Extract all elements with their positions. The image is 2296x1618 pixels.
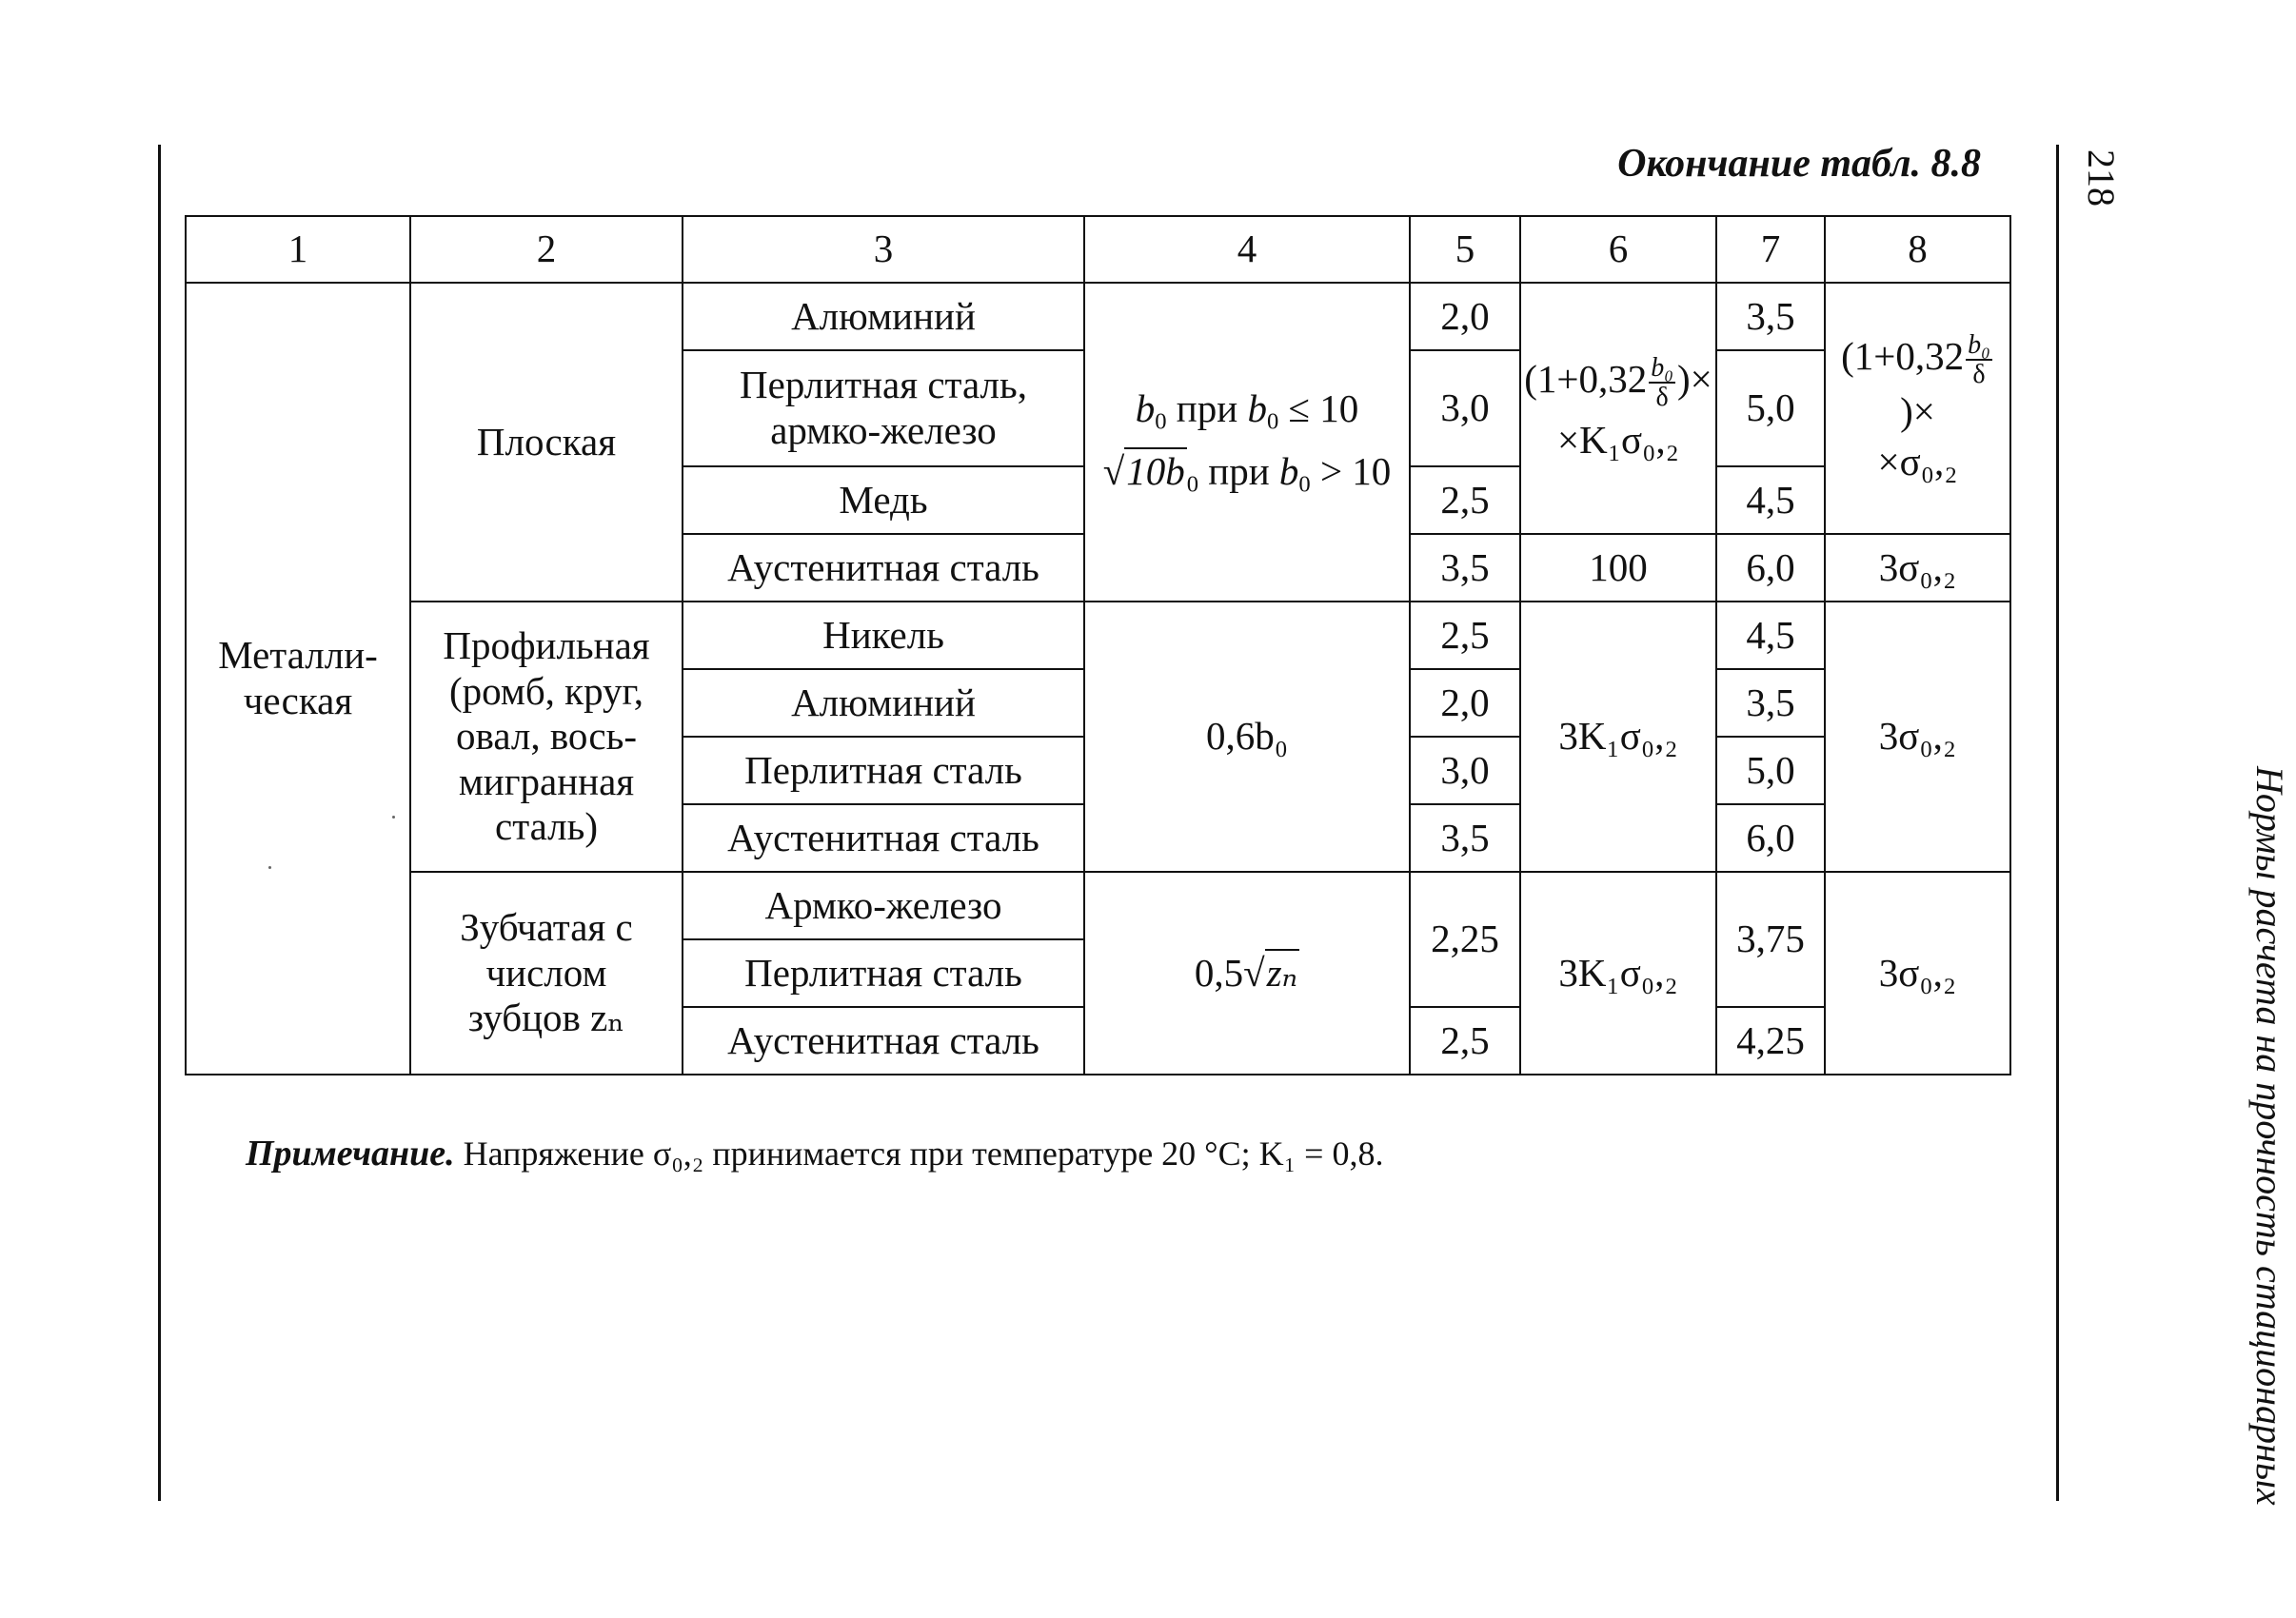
coef-cell: 3,75 [1716,872,1825,1007]
table-row [186,283,2010,350]
formula-cell-col8: (1+0,32 $\frac{\text{b₀}}{\delta}$ )× ×σ₀,₂ [1825,283,2010,534]
steel-cell: Алюминий [683,283,1084,350]
coef-cell: 3,5 [1716,669,1825,737]
formula-cell: 3σ₀,₂ [1825,534,2010,602]
material-cell: Металли- ческая [186,283,410,1075]
steel-cell: Аустенитная сталь [683,804,1084,872]
coef-cell: 5,0 [1716,737,1825,804]
formula-cell-toothed: 0,5√zₙ [1084,872,1410,1075]
coef-cell: 3,0 [1410,350,1520,466]
header-cell: 4 [1084,216,1410,283]
shape-profile: Профильная (ромб, круг, овал, вось- мигранная сталь) [410,602,683,872]
steel-cell: Аустенитная сталь [683,534,1084,602]
header-cell: 3 [683,216,1084,283]
formula-cell-col8: 3σ₀,₂ [1825,872,2010,1075]
table-row [186,872,2010,939]
coef-cell: 2,0 [1410,283,1520,350]
coef-cell: 4,5 [1716,466,1825,534]
formula-cell-col6: 3K₁σ₀,₂ [1520,872,1716,1075]
formula-cell-col6: 3K₁σ₀,₂ [1520,602,1716,872]
steel-cell: Армко-железо [683,872,1084,939]
shape-toothed: Зубчатая с числом зубцов zₙ [410,872,683,1075]
shape-flat: Плоская [410,283,683,602]
header-cell: 5 [1410,216,1520,283]
page-number: 218 [2080,149,2123,207]
steel-cell: Медь [683,466,1084,534]
formula-cell-col8: 3σ₀,₂ [1825,602,2010,872]
formula-cell-flat: $b_0$ при $b_0 \le 10$ $√10b_0$ при $b_0 > 10$ [1084,283,1410,602]
coef-cell: 2,5 [1410,602,1520,669]
coef-cell: 2,5 [1410,466,1520,534]
steel-cell: Перлитная сталь [683,737,1084,804]
table-caption: Окончание табл. 8.8 [1617,142,1981,186]
running-head: Нормы расчета на прочность стационарных [2248,766,2291,1506]
formula-cell-profile: 0,6b₀ [1084,602,1410,872]
header-cell: 7 [1716,216,1825,283]
coef-cell: 6,0 [1716,534,1825,602]
right-margin-rule [2056,145,2059,1501]
coef-cell: 3,0 [1410,737,1520,804]
header-row [186,216,2010,283]
steel-cell: Перлитная сталь, армко-железо [683,350,1084,466]
steel-cell: Перлитная сталь [683,939,1084,1007]
coef-cell: 4,25 [1716,1007,1825,1075]
steel-cell: Алюминий [683,669,1084,737]
table-note [246,1133,1383,1174]
note-text: Напряжение σ₀,₂ принимается при температуре 20 °C; K₁ = 0,8. [454,1135,1384,1173]
coef-cell: 3,5 [1410,534,1520,602]
coef-cell: 5,0 [1716,350,1825,466]
scan-speck [392,816,395,819]
scan-speck [268,866,271,869]
formula-cell-col6: (1+0,32 $\frac{\text{b₀}}{\delta}$ )× ×K₁σ₀,₂ [1520,283,1716,534]
header-cell: 6 [1520,216,1716,283]
coef-cell: 100 [1520,534,1716,602]
left-margin-rule [158,145,161,1501]
steel-cell: Аустенитная сталь [683,1007,1084,1075]
header-cell: 1 [186,216,410,283]
table-row [186,602,2010,669]
note-label: Примечание. [246,1134,455,1174]
coef-cell: 4,5 [1716,602,1825,669]
coef-cell: 6,0 [1716,804,1825,872]
coef-cell: 2,0 [1410,669,1520,737]
coef-cell: 3,5 [1716,283,1825,350]
coef-cell: 2,5 [1410,1007,1520,1075]
header-cell: 8 [1825,216,2010,283]
coef-cell: 3,5 [1410,804,1520,872]
norms-table [185,215,2011,1075]
header-cell: 2 [410,216,683,283]
steel-cell: Никель [683,602,1084,669]
coef-cell: 2,25 [1410,872,1520,1007]
